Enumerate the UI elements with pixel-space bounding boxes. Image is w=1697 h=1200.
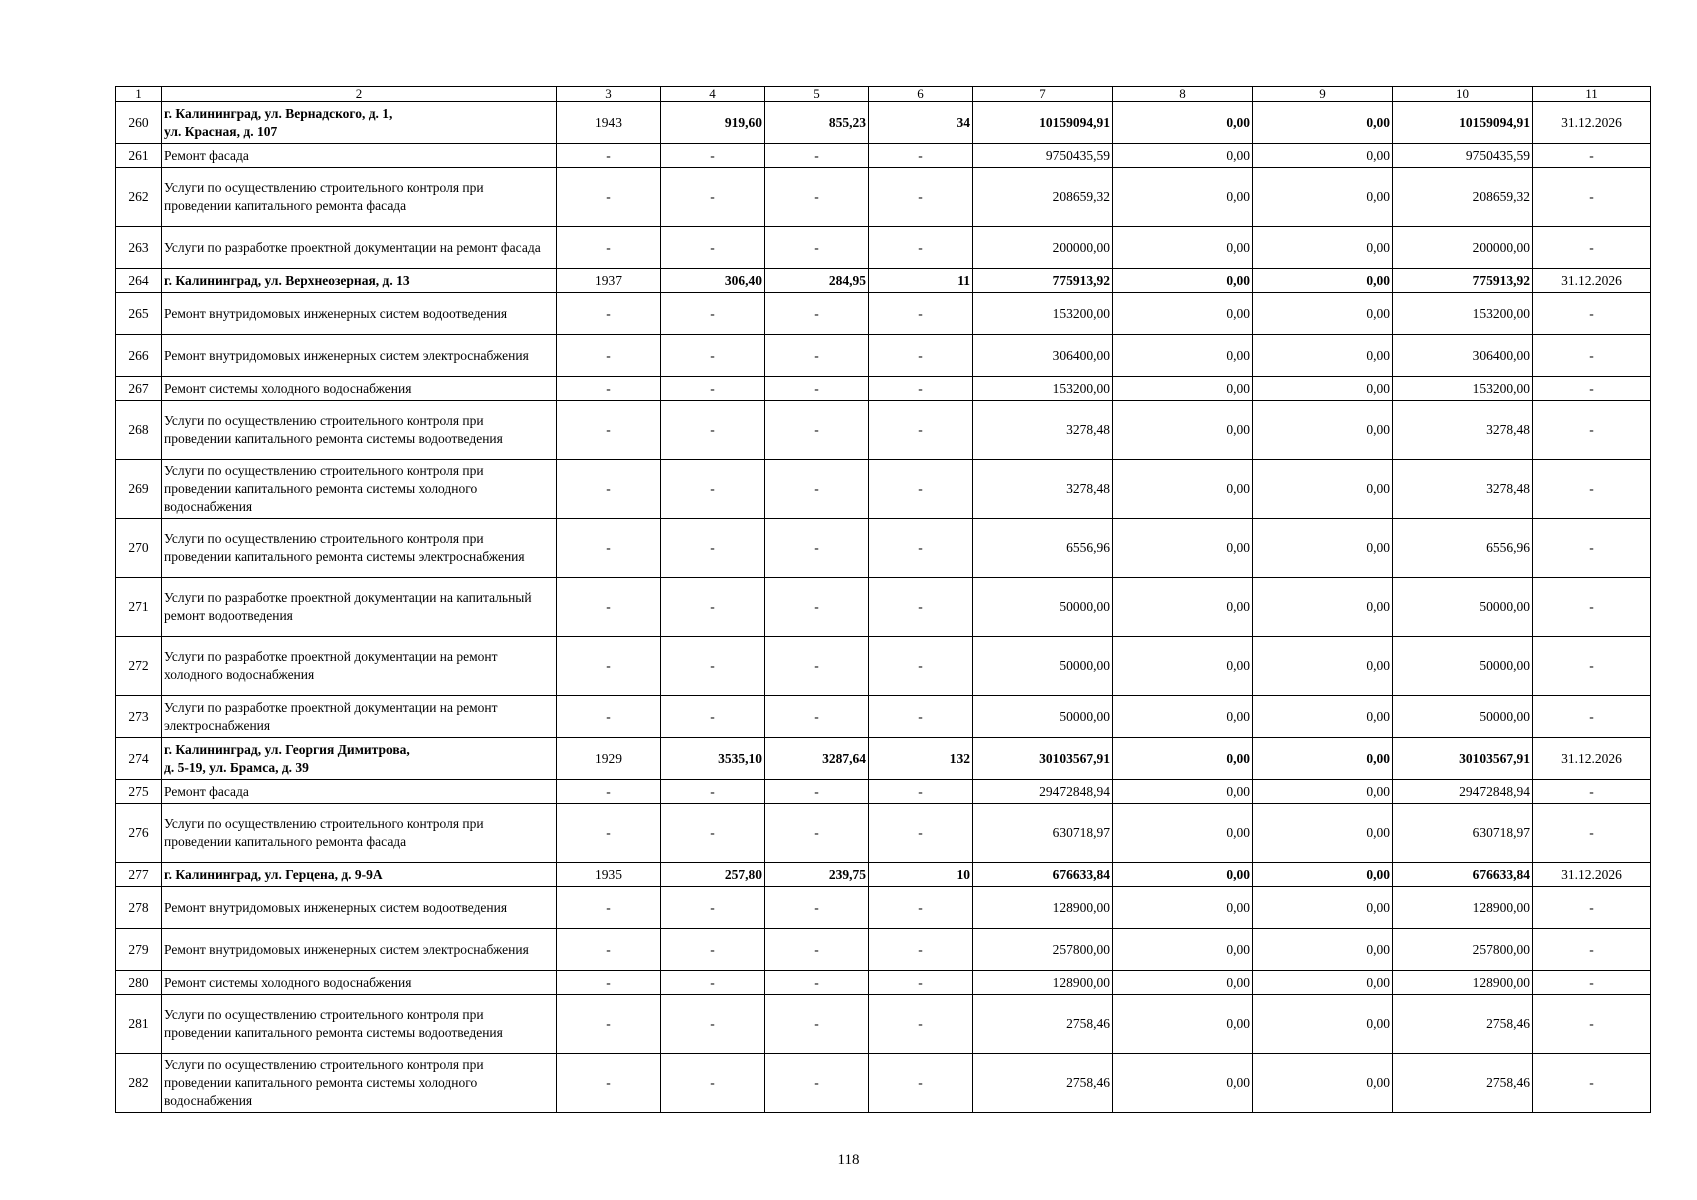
column-header: 8 [1113,87,1253,102]
fund-amount-cell: 0,00 [1113,863,1253,887]
residents-count-cell: - [869,293,973,335]
owners-funds-cell: 3278,48 [1393,401,1533,460]
other-sources-cell: 0,00 [1253,269,1393,293]
item-name-cell: Услуги по осуществлению строительного контроля при проведении капитального ремонта фасада [162,804,557,863]
owners-funds-cell: 10159094,91 [1393,102,1533,144]
total-cost-cell: 50000,00 [973,578,1113,637]
other-sources-cell: 0,00 [1253,738,1393,780]
owners-funds-cell: 3278,48 [1393,460,1533,519]
item-name-cell: Ремонт внутридомовых инженерных систем электроснабжения [162,335,557,377]
work-item-row [116,227,1651,269]
work-item-row [116,804,1651,863]
work-item-row [116,780,1651,804]
year-built-cell: - [557,293,661,335]
owners-funds-cell: 29472848,94 [1393,780,1533,804]
residents-count-cell: 11 [869,269,973,293]
column-header: 5 [765,87,869,102]
owners-funds-cell: 775913,92 [1393,269,1533,293]
other-sources-cell: 0,00 [1253,1054,1393,1113]
total-cost-cell: 29472848,94 [973,780,1113,804]
work-item-row [116,578,1651,637]
year-built-cell: - [557,971,661,995]
total-cost-cell: 6556,96 [973,519,1113,578]
completion-date-cell: - [1533,804,1651,863]
owners-funds-cell: 208659,32 [1393,168,1533,227]
row-number-cell: 282 [116,1054,162,1113]
item-name-cell: Ремонт системы холодного водоснабжения [162,377,557,401]
work-item-row [116,460,1651,519]
completion-date-cell: - [1533,335,1651,377]
item-name-cell: Услуги по осуществлению строительного контроля при проведении капитального ремонта системы холодного водоснабжения [162,460,557,519]
row-number-cell: 270 [116,519,162,578]
residential-area-cell: - [765,696,869,738]
total-area-cell: - [661,971,765,995]
residential-area-cell: - [765,929,869,971]
total-cost-cell: 3278,48 [973,460,1113,519]
fund-amount-cell: 0,00 [1113,168,1253,227]
total-area-cell: - [661,780,765,804]
residents-count-cell: - [869,804,973,863]
completion-date-cell: 31.12.2026 [1533,738,1651,780]
fund-amount-cell: 0,00 [1113,578,1253,637]
owners-funds-cell: 50000,00 [1393,637,1533,696]
completion-date-cell: - [1533,144,1651,168]
residents-count-cell: - [869,929,973,971]
owners-funds-cell: 630718,97 [1393,804,1533,863]
other-sources-cell: 0,00 [1253,971,1393,995]
fund-amount-cell: 0,00 [1113,293,1253,335]
residents-count-cell: - [869,780,973,804]
residential-area-cell: - [765,995,869,1054]
other-sources-cell: 0,00 [1253,227,1393,269]
address-row [116,269,1651,293]
total-area-cell: - [661,887,765,929]
fund-amount-cell: 0,00 [1113,696,1253,738]
residents-count-cell: 10 [869,863,973,887]
total-cost-cell: 9750435,59 [973,144,1113,168]
total-area-cell: - [661,377,765,401]
total-area-cell: - [661,401,765,460]
total-area-cell: - [661,227,765,269]
fund-amount-cell: 0,00 [1113,401,1253,460]
residential-area-cell: - [765,335,869,377]
year-built-cell: - [557,637,661,696]
total-area-cell: 3535,10 [661,738,765,780]
total-area-cell: - [661,144,765,168]
owners-funds-cell: 153200,00 [1393,293,1533,335]
residents-count-cell: 34 [869,102,973,144]
completion-date-cell: 31.12.2026 [1533,269,1651,293]
residential-area-cell: - [765,887,869,929]
work-item-row [116,401,1651,460]
total-area-cell: - [661,995,765,1054]
residents-count-cell: - [869,519,973,578]
total-cost-cell: 2758,46 [973,1054,1113,1113]
fund-amount-cell: 0,00 [1113,804,1253,863]
other-sources-cell: 0,00 [1253,460,1393,519]
year-built-cell: - [557,144,661,168]
owners-funds-cell: 6556,96 [1393,519,1533,578]
total-area-cell: - [661,1054,765,1113]
other-sources-cell: 0,00 [1253,168,1393,227]
total-cost-cell: 128900,00 [973,971,1113,995]
year-built-cell: - [557,887,661,929]
other-sources-cell: 0,00 [1253,696,1393,738]
completion-date-cell: - [1533,578,1651,637]
year-built-cell: 1937 [557,269,661,293]
residents-count-cell: - [869,887,973,929]
fund-amount-cell: 0,00 [1113,780,1253,804]
year-built-cell: 1935 [557,863,661,887]
column-header: 9 [1253,87,1393,102]
residents-count-cell: - [869,401,973,460]
completion-date-cell: - [1533,401,1651,460]
year-built-cell: - [557,335,661,377]
row-number-cell: 278 [116,887,162,929]
total-cost-cell: 775913,92 [973,269,1113,293]
work-item-row [116,168,1651,227]
residential-area-cell: - [765,971,869,995]
residential-area-cell: - [765,519,869,578]
owners-funds-cell: 50000,00 [1393,696,1533,738]
fund-amount-cell: 0,00 [1113,929,1253,971]
row-number-cell: 266 [116,335,162,377]
year-built-cell: - [557,168,661,227]
residential-area-cell: - [765,578,869,637]
residential-area-cell: 3287,64 [765,738,869,780]
page-number: 118 [837,1152,860,1168]
owners-funds-cell: 306400,00 [1393,335,1533,377]
year-built-cell: - [557,995,661,1054]
work-item-row [116,637,1651,696]
fund-amount-cell: 0,00 [1113,144,1253,168]
year-built-cell: - [557,460,661,519]
total-cost-cell: 50000,00 [973,637,1113,696]
other-sources-cell: 0,00 [1253,637,1393,696]
other-sources-cell: 0,00 [1253,804,1393,863]
residential-area-cell: - [765,227,869,269]
item-name-cell: Ремонт фасада [162,144,557,168]
total-area-cell: 306,40 [661,269,765,293]
year-built-cell: - [557,377,661,401]
residential-area-cell: - [765,144,869,168]
owners-funds-cell: 30103567,91 [1393,738,1533,780]
work-item-row [116,1054,1651,1113]
fund-amount-cell: 0,00 [1113,971,1253,995]
residential-area-cell: - [765,377,869,401]
column-header: 7 [973,87,1113,102]
total-cost-cell: 208659,32 [973,168,1113,227]
address-row [116,863,1651,887]
column-number-header [116,87,1651,102]
column-header: 4 [661,87,765,102]
row-number-cell: 279 [116,929,162,971]
residential-area-cell: - [765,293,869,335]
residents-count-cell: - [869,460,973,519]
fund-amount-cell: 0,00 [1113,102,1253,144]
work-item-row [116,995,1651,1054]
year-built-cell: - [557,519,661,578]
year-built-cell: - [557,804,661,863]
other-sources-cell: 0,00 [1253,863,1393,887]
fund-amount-cell: 0,00 [1113,519,1253,578]
other-sources-cell: 0,00 [1253,887,1393,929]
owners-funds-cell: 2758,46 [1393,1054,1533,1113]
total-cost-cell: 30103567,91 [973,738,1113,780]
row-number-cell: 267 [116,377,162,401]
row-number-cell: 277 [116,863,162,887]
other-sources-cell: 0,00 [1253,578,1393,637]
completion-date-cell: 31.12.2026 [1533,863,1651,887]
owners-funds-cell: 676633,84 [1393,863,1533,887]
completion-date-cell: - [1533,519,1651,578]
work-item-row [116,887,1651,929]
residential-area-cell: 855,23 [765,102,869,144]
row-number-cell: 260 [116,102,162,144]
owners-funds-cell: 200000,00 [1393,227,1533,269]
address-row [116,102,1651,144]
row-number-cell: 281 [116,995,162,1054]
work-item-row [116,293,1651,335]
residents-count-cell: - [869,696,973,738]
other-sources-cell: 0,00 [1253,144,1393,168]
row-number-cell: 261 [116,144,162,168]
total-area-cell: 257,80 [661,863,765,887]
total-cost-cell: 50000,00 [973,696,1113,738]
fund-amount-cell: 0,00 [1113,377,1253,401]
item-name-cell: Ремонт фасада [162,780,557,804]
year-built-cell: - [557,1054,661,1113]
total-cost-cell: 676633,84 [973,863,1113,887]
total-cost-cell: 306400,00 [973,335,1113,377]
completion-date-cell: - [1533,377,1651,401]
completion-date-cell: - [1533,227,1651,269]
owners-funds-cell: 257800,00 [1393,929,1533,971]
fund-amount-cell: 0,00 [1113,335,1253,377]
residential-area-cell: - [765,804,869,863]
total-area-cell: - [661,168,765,227]
residents-count-cell: - [869,377,973,401]
residential-area-cell: - [765,1054,869,1113]
fund-amount-cell: 0,00 [1113,995,1253,1054]
row-number-cell: 265 [116,293,162,335]
item-name-cell: Услуги по осуществлению строительного контроля при проведении капитального ремонта системы водоотведения [162,401,557,460]
table-body [116,102,1651,1113]
completion-date-cell: - [1533,460,1651,519]
total-cost-cell: 153200,00 [973,377,1113,401]
total-cost-cell: 257800,00 [973,929,1113,971]
other-sources-cell: 0,00 [1253,102,1393,144]
total-area-cell: - [661,929,765,971]
completion-date-cell: - [1533,929,1651,971]
row-number-cell: 264 [116,269,162,293]
column-header: 11 [1533,87,1651,102]
total-cost-cell: 2758,46 [973,995,1113,1054]
total-area-cell: - [661,293,765,335]
column-header: 1 [116,87,162,102]
work-item-row [116,335,1651,377]
column-header: 3 [557,87,661,102]
column-header: 6 [869,87,973,102]
residents-count-cell: - [869,578,973,637]
item-name-cell: Услуги по разработке проектной документации на ремонт электроснабжения [162,696,557,738]
total-area-cell: - [661,519,765,578]
completion-date-cell: - [1533,780,1651,804]
other-sources-cell: 0,00 [1253,995,1393,1054]
item-name-cell: Услуги по разработке проектной документации на ремонт фасада [162,227,557,269]
row-number-cell: 280 [116,971,162,995]
item-name-cell: Услуги по осуществлению строительного контроля при проведении капитального ремонта системы холодного водоснабжения [162,1054,557,1113]
item-name-cell: Услуги по осуществлению строительного контроля при проведении капитального ремонта системы водоотведения [162,995,557,1054]
owners-funds-cell: 9750435,59 [1393,144,1533,168]
item-name-cell: Услуги по осуществлению строительного контроля при проведении капитального ремонта системы электроснабжения [162,519,557,578]
column-header: 2 [162,87,557,102]
completion-date-cell: - [1533,887,1651,929]
work-item-row [116,144,1651,168]
row-number-cell: 269 [116,460,162,519]
owners-funds-cell: 2758,46 [1393,995,1533,1054]
residential-area-cell: - [765,168,869,227]
row-number-cell: 274 [116,738,162,780]
fund-amount-cell: 0,00 [1113,460,1253,519]
residential-area-cell: - [765,780,869,804]
row-number-cell: 276 [116,804,162,863]
completion-date-cell: - [1533,696,1651,738]
residents-count-cell: - [869,335,973,377]
total-cost-cell: 200000,00 [973,227,1113,269]
work-item-row [116,971,1651,995]
residential-area-cell: - [765,401,869,460]
total-cost-cell: 153200,00 [973,293,1113,335]
fund-amount-cell: 0,00 [1113,1054,1253,1113]
other-sources-cell: 0,00 [1253,293,1393,335]
total-cost-cell: 3278,48 [973,401,1113,460]
item-name-cell: г. Калининград, ул. Георгия Димитрова, д. 5-19, ул. Брамса, д. 39 [162,738,557,780]
total-cost-cell: 128900,00 [973,887,1113,929]
residents-count-cell: - [869,637,973,696]
other-sources-cell: 0,00 [1253,519,1393,578]
completion-date-cell: - [1533,971,1651,995]
work-item-row [116,377,1651,401]
residents-count-cell: - [869,995,973,1054]
year-built-cell: - [557,929,661,971]
fund-amount-cell: 0,00 [1113,637,1253,696]
item-name-cell: г. Калининград, ул. Верхнеозерная, д. 13 [162,269,557,293]
column-header: 10 [1393,87,1533,102]
residents-count-cell: - [869,144,973,168]
completion-date-cell: - [1533,995,1651,1054]
total-area-cell: - [661,578,765,637]
work-item-row [116,519,1651,578]
row-number-cell: 263 [116,227,162,269]
fund-amount-cell: 0,00 [1113,738,1253,780]
total-cost-cell: 10159094,91 [973,102,1113,144]
other-sources-cell: 0,00 [1253,401,1393,460]
other-sources-cell: 0,00 [1253,929,1393,971]
owners-funds-cell: 128900,00 [1393,971,1533,995]
total-area-cell: - [661,637,765,696]
address-row [116,738,1651,780]
fund-amount-cell: 0,00 [1113,269,1253,293]
year-built-cell: 1929 [557,738,661,780]
year-built-cell: - [557,696,661,738]
total-cost-cell: 630718,97 [973,804,1113,863]
completion-date-cell: 31.12.2026 [1533,102,1651,144]
completion-date-cell: - [1533,1054,1651,1113]
row-number-cell: 262 [116,168,162,227]
work-item-row [116,696,1651,738]
owners-funds-cell: 153200,00 [1393,377,1533,401]
other-sources-cell: 0,00 [1253,335,1393,377]
owners-funds-cell: 128900,00 [1393,887,1533,929]
item-name-cell: г. Калининград, ул. Вернадского, д. 1, ул. Красная, д. 107 [162,102,557,144]
total-area-cell: - [661,804,765,863]
residents-count-cell: - [869,971,973,995]
total-area-cell: 919,60 [661,102,765,144]
work-item-row [116,929,1651,971]
residents-count-cell: 132 [869,738,973,780]
item-name-cell: Ремонт внутридомовых инженерных систем водоотведения [162,887,557,929]
repair-program-table [115,86,1651,1113]
item-name-cell: Ремонт системы холодного водоснабжения [162,971,557,995]
residents-count-cell: - [869,168,973,227]
item-name-cell: Услуги по осуществлению строительного контроля при проведении капитального ремонта фасада [162,168,557,227]
row-number-cell: 271 [116,578,162,637]
completion-date-cell: - [1533,637,1651,696]
row-number-cell: 272 [116,637,162,696]
year-built-cell: - [557,578,661,637]
residential-area-cell: 239,75 [765,863,869,887]
fund-amount-cell: 0,00 [1113,887,1253,929]
other-sources-cell: 0,00 [1253,780,1393,804]
year-built-cell: - [557,227,661,269]
item-name-cell: Услуги по разработке проектной документации на ремонт холодного водоснабжения [162,637,557,696]
year-built-cell: 1943 [557,102,661,144]
other-sources-cell: 0,00 [1253,377,1393,401]
residential-area-cell: 284,95 [765,269,869,293]
year-built-cell: - [557,780,661,804]
row-number-cell: 275 [116,780,162,804]
item-name-cell: г. Калининград, ул. Герцена, д. 9-9А [162,863,557,887]
residential-area-cell: - [765,637,869,696]
owners-funds-cell: 50000,00 [1393,578,1533,637]
residential-area-cell: - [765,460,869,519]
completion-date-cell: - [1533,168,1651,227]
total-area-cell: - [661,460,765,519]
item-name-cell: Ремонт внутридомовых инженерных систем электроснабжения [162,929,557,971]
fund-amount-cell: 0,00 [1113,227,1253,269]
total-area-cell: - [661,335,765,377]
item-name-cell: Ремонт внутридомовых инженерных систем водоотведения [162,293,557,335]
row-number-cell: 273 [116,696,162,738]
residents-count-cell: - [869,1054,973,1113]
year-built-cell: - [557,401,661,460]
total-area-cell: - [661,696,765,738]
item-name-cell: Услуги по разработке проектной документации на капитальный ремонт водоотведения [162,578,557,637]
completion-date-cell: - [1533,293,1651,335]
row-number-cell: 268 [116,401,162,460]
residents-count-cell: - [869,227,973,269]
